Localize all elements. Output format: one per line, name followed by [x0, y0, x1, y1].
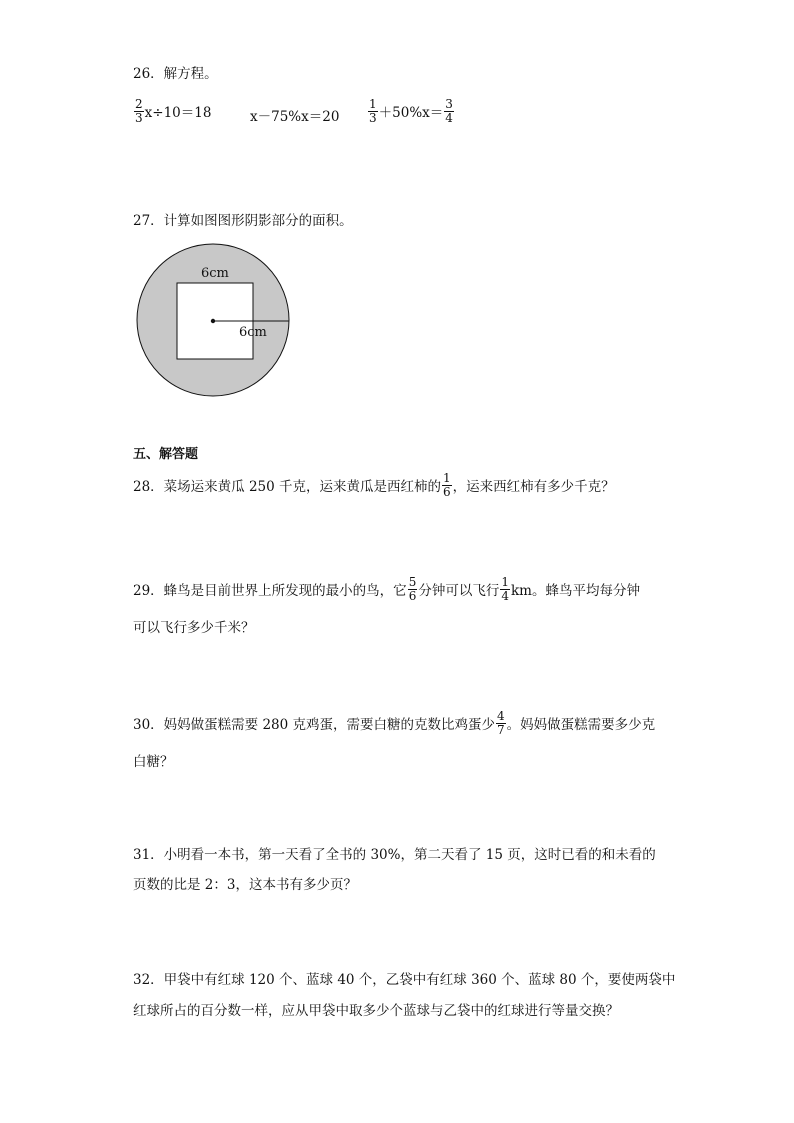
q26-equation-3: $\frac{1}{3}$ ＋50%x＝ $\frac{3}{4}$	[369, 97, 453, 125]
square-side-label: 6cm	[201, 266, 229, 281]
fraction: $\frac{1}{4}$	[501, 575, 509, 603]
q30-line-2: 白糖？	[133, 754, 174, 770]
q31-line-2: 页数的比是 2：3，这本书有多少页？	[133, 877, 357, 893]
fraction: $\frac{2}{3}$	[135, 97, 143, 125]
section-heading: 五、解答题	[133, 447, 199, 462]
q31-line-1: 31．小明看一本书，第一天看了全书的 30%，第二天看了 15 页，这时已看的和未看的	[133, 847, 656, 863]
q27-title: 27．计算如图图形阴影部分的面积。	[133, 213, 353, 229]
center-dot	[211, 319, 215, 323]
fraction: $\frac{5}{6}$	[408, 575, 417, 603]
radius-label: 6cm	[239, 325, 267, 340]
q32-line-2: 红球所占的百分数一样，应从甲袋中取多少个蓝球与乙袋中的红球进行等量交换？	[133, 1003, 619, 1019]
fraction: $\frac{4}{7}$	[497, 709, 505, 737]
shaded-area-figure	[130, 236, 300, 406]
fraction: $\frac{1}{3}$	[369, 97, 377, 125]
fraction: $\frac{3}{4}$	[445, 97, 453, 125]
q28: 28．菜场运来黄瓜 250 千克，运来黄瓜是西红柿的 $\frac{1}{6}$ ，运来西红柿有多少千克？	[133, 471, 615, 499]
q30-line-1: 30．妈妈做蛋糕需要 280 克鸡蛋，需要白糖的克数比鸡蛋少 $\frac{4}{7}$ 。妈妈做蛋糕需要多少克	[133, 709, 656, 737]
q26-equation-1: $\frac{2}{3}$ x÷10＝18	[135, 97, 212, 125]
q29-line-2: 可以飞行多少千米？	[133, 620, 255, 636]
q32-line-1: 32．甲袋中有红球 120 个、蓝球 40 个，乙袋中有红球 360 个、蓝球 80 个，要使两袋中	[133, 972, 676, 988]
q26-title: 26．解方程。	[133, 66, 218, 82]
q26-equation-2: x－75%x＝20	[250, 109, 340, 125]
q29-line-1: 29．蜂鸟是目前世界上所发现的最小的鸟，它 $\frac{5}{6}$ 分钟可以飞行 $\frac{1}{4}$ km。蜂鸟平均每分钟	[133, 575, 640, 603]
fraction: $\frac{1}{6}$	[443, 471, 451, 499]
